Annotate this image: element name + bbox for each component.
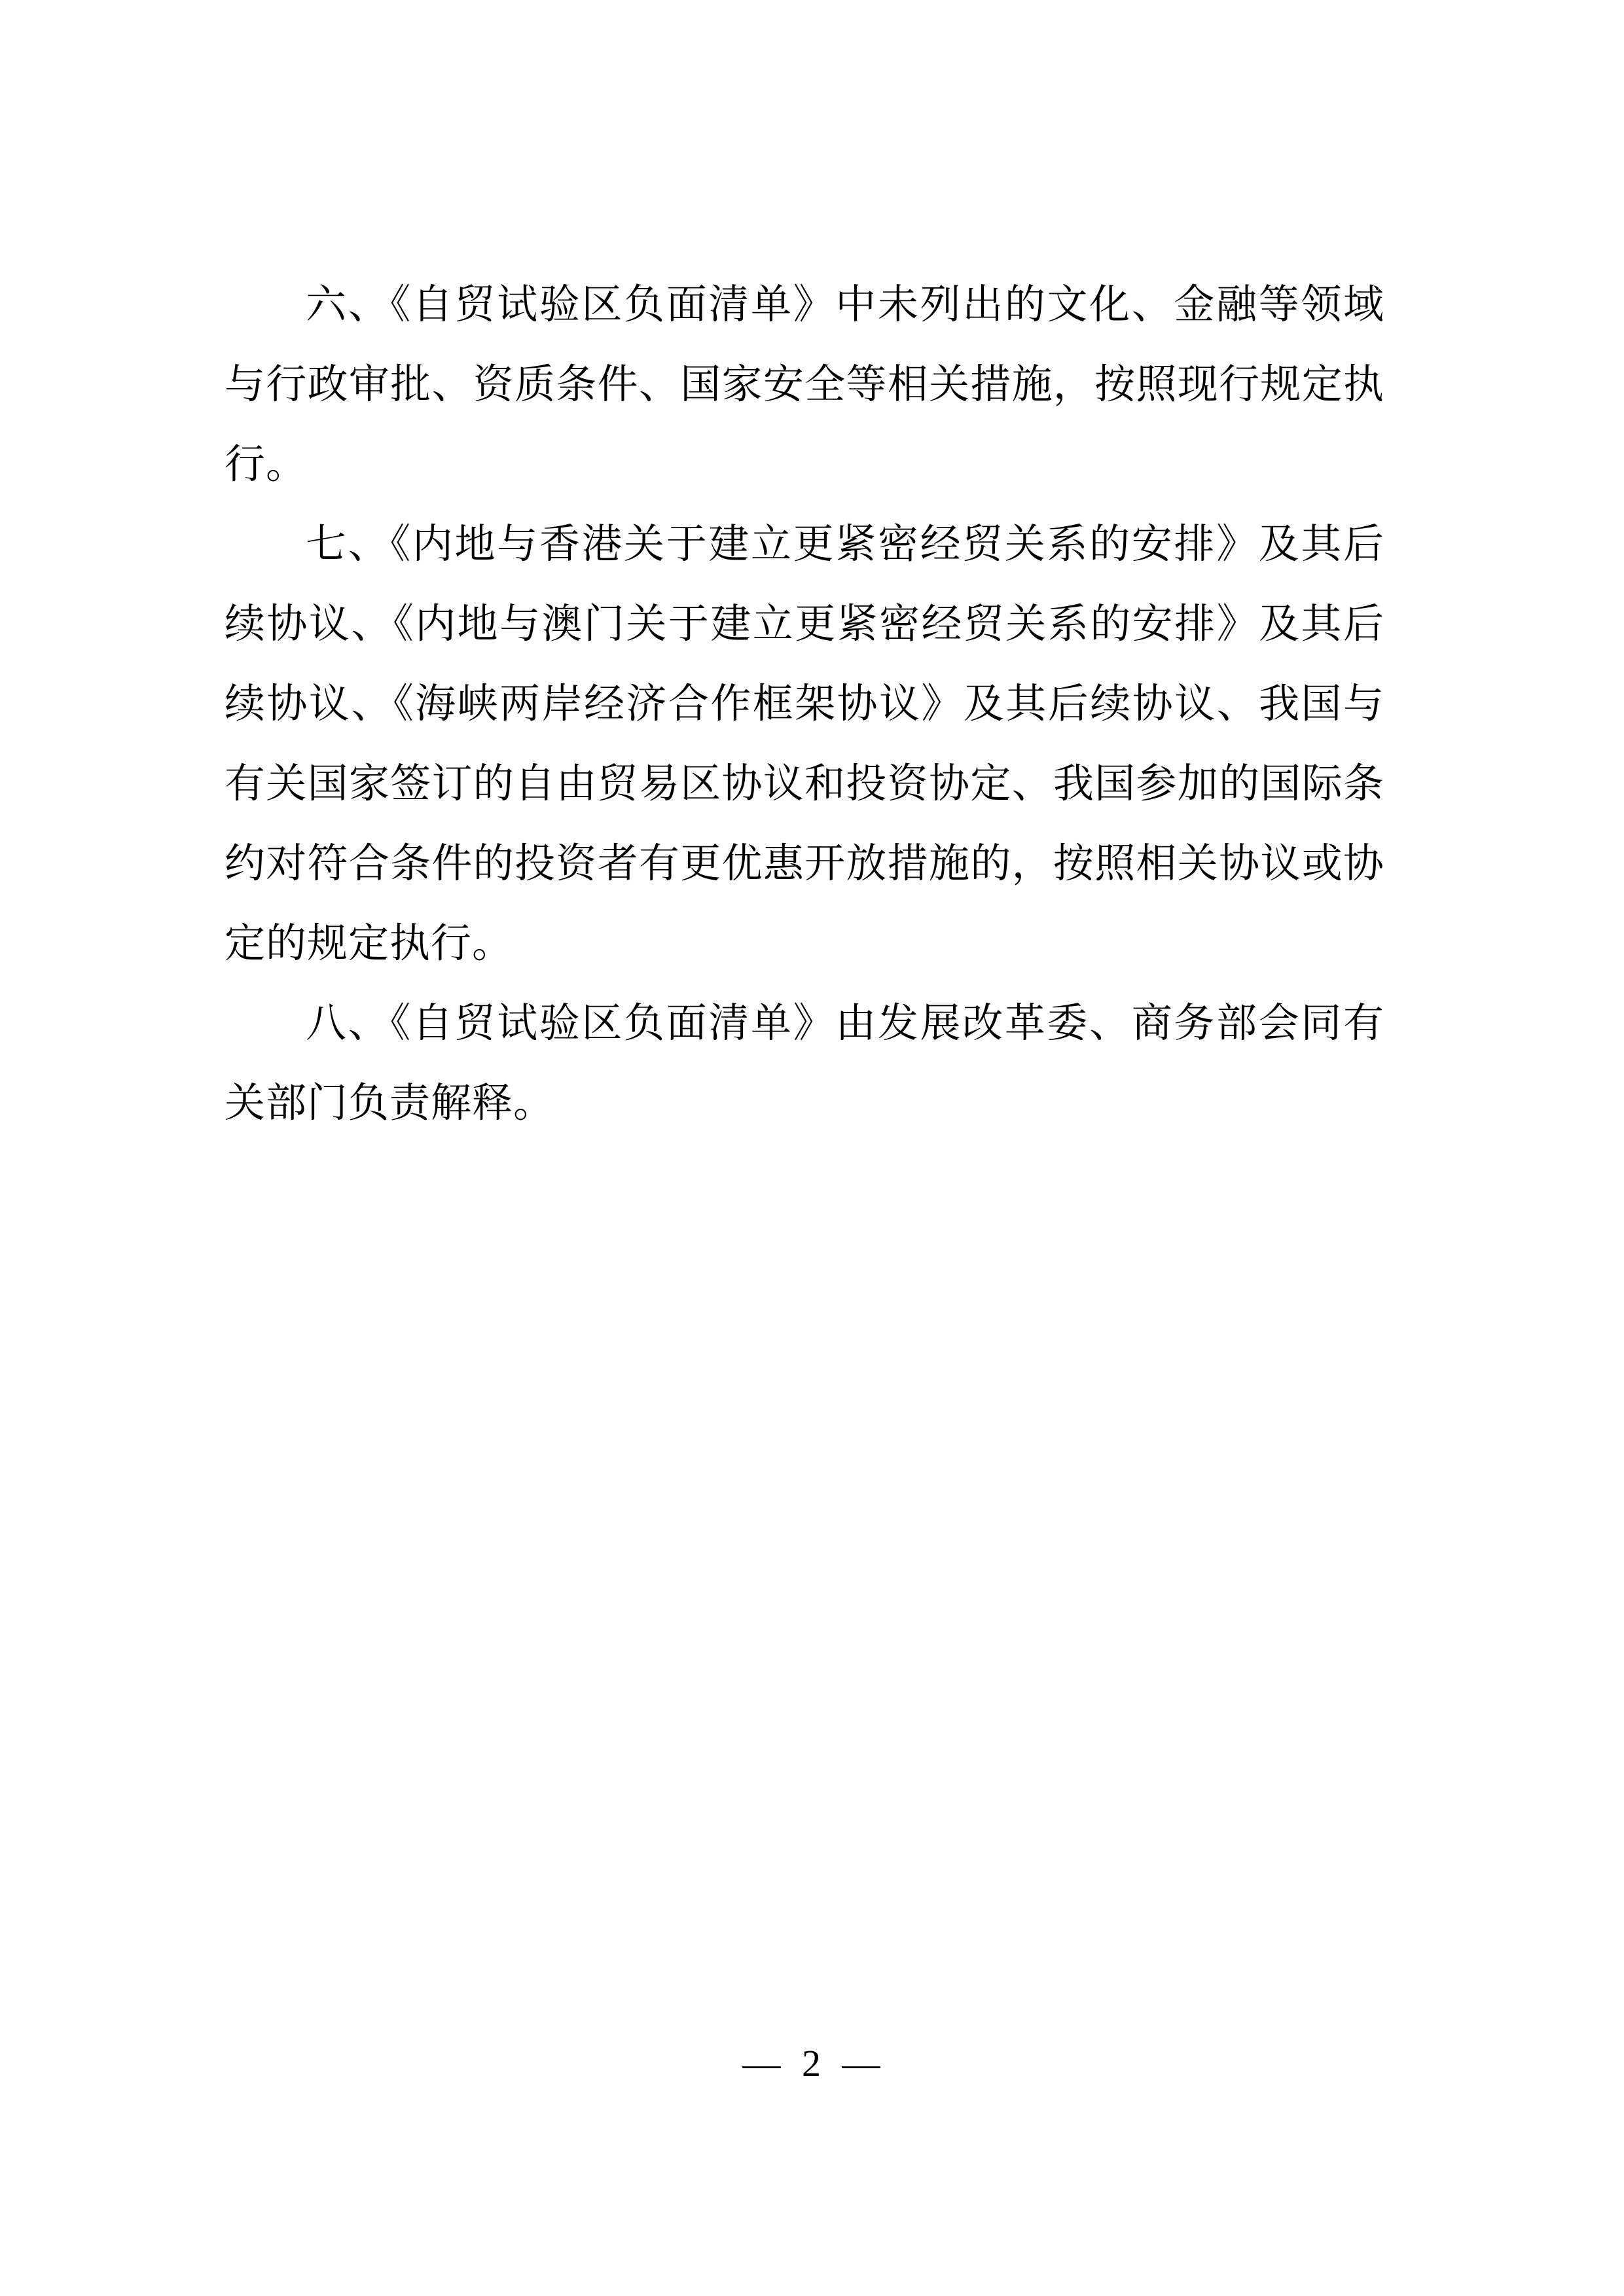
paragraph-item-7: 七、《内地与香港关于建立更紧密经贸关系的安排》及其后续协议、《内地与澳门关于建立更紧密经贸关系的安排》及其后续协议、《海峡两岸经济合作框架协议》及其后续协议、我国与有关国家签订的自由贸易区协议和投资协定、我国参加的国际条约对符合条件的投资者有更优惠开放措施的，按照相关协议或协定的规定执行。	[225, 522, 1384, 966]
document-body	[225, 265, 1384, 1143]
paragraph-item-8: 八、《自贸试验区负面清单》由发展改革委、商务部会同有关部门负责解释。	[225, 1001, 1384, 1126]
page-number: — 2 —	[742, 2042, 882, 2085]
paragraph-item-6: 六、《自贸试验区负面清单》中未列出的文化、金融等领域与行政审批、资质条件、国家安全等相关措施，按照现行规定执行。	[225, 283, 1384, 487]
